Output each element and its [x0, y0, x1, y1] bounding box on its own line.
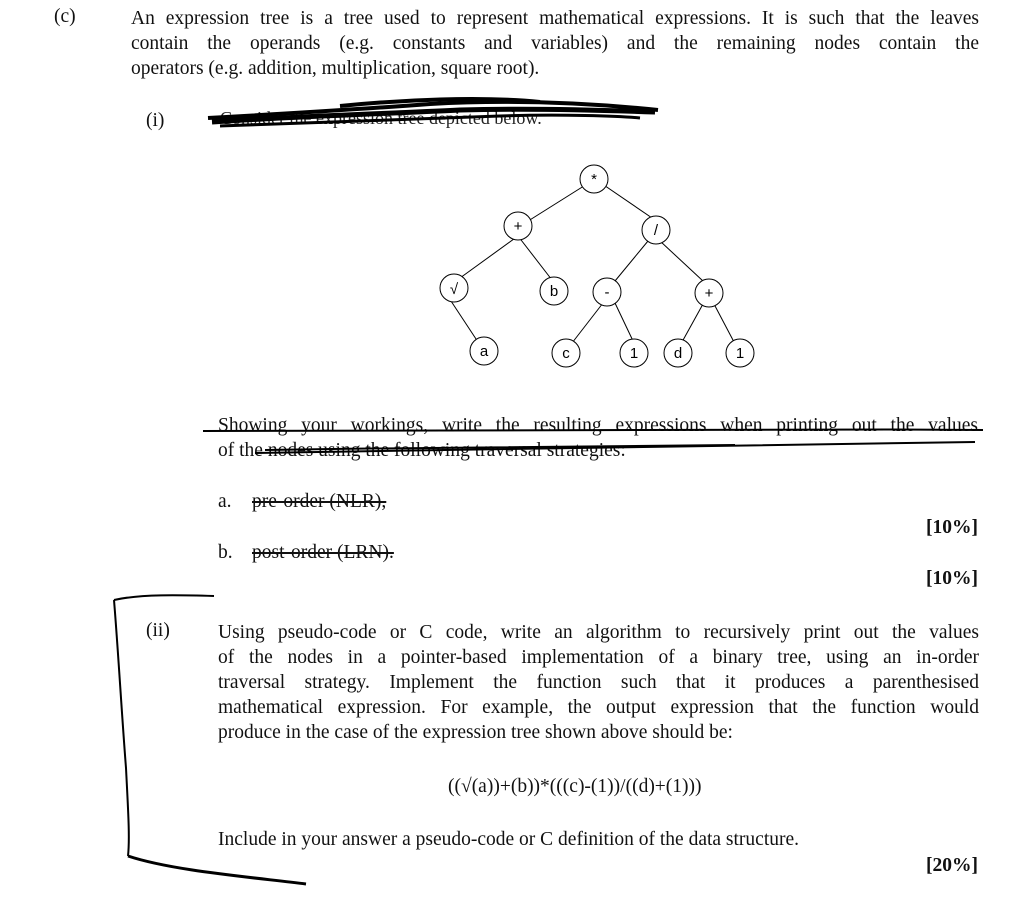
tree-label-left-right: b — [549, 283, 559, 300]
tree-label-right: / — [653, 222, 659, 239]
heading-scribble — [200, 96, 670, 136]
item-b-text: post-order (LRN). — [252, 542, 394, 563]
tree-label-d: d — [673, 345, 683, 362]
intro-line-1: An expression tree is a tree used to represent mathematical expressions. It is such that the leaves — [131, 8, 979, 29]
tree-label-1a: 1 — [629, 345, 639, 362]
part-ii-mark: [20%] — [926, 855, 978, 876]
tree-label-c: c — [562, 345, 570, 362]
ii-line-4: mathematical expression. For example, the output expression that the function would — [218, 697, 979, 718]
instruction-strike — [195, 418, 985, 464]
item-b-label: b. — [218, 542, 233, 563]
scribbled-heading: Consider the expression tree depicted below. — [220, 108, 542, 128]
instruction-line-1: Showing your workings, write the resulting expressions when printing out the values — [218, 415, 978, 436]
ii-line-3: traversal strategy. Implement the function such that it produces a parenthesised — [218, 672, 979, 693]
tree-label-left: + — [513, 218, 523, 235]
intro-line-2: contain the operands (e.g. constants and variables) and the remaining nodes contain the — [131, 33, 979, 54]
ii-line-1: Using pseudo-code or C code, write an algorithm to recursively print out the values — [218, 622, 979, 643]
part-i-label: (i) — [146, 110, 165, 131]
part-ii-label: (ii) — [146, 620, 170, 641]
item-a-label: a. — [218, 491, 232, 512]
tree-label-right-left: - — [604, 284, 610, 301]
item-a-mark: [10%] — [926, 517, 978, 538]
part-ii-body — [218, 620, 979, 745]
item-a-text: pre-order (NLR), — [252, 491, 387, 512]
ii-line-2: of the nodes in a pointer-based implementation of a binary tree, using an in-order — [218, 647, 979, 668]
tree-label-right-right: + — [704, 285, 714, 302]
part-c-intro — [131, 6, 979, 81]
item-b-mark: [10%] — [926, 568, 978, 589]
tree-label-1b: 1 — [735, 345, 745, 362]
closing-instruction: Include in your answer a pseudo-code or C definition of the data structure. — [218, 829, 800, 850]
expression-tree — [420, 150, 780, 380]
example-expression: ((√(a))+(b))*(((c)-(1))/((d)+(1))) — [448, 776, 702, 797]
tree-label-left-left: √ — [449, 281, 459, 298]
tree-label-a: a — [479, 343, 489, 360]
part-c-label: (c) — [54, 6, 76, 27]
instruction-line-2: of the nodes using the following traversal strategies: — [218, 440, 626, 461]
ii-line-5: produce in the case of the expression tree shown above should be: — [218, 722, 733, 743]
tree-label-root: * — [591, 171, 597, 188]
intro-line-3: operators (e.g. addition, multiplication, square root). — [131, 58, 540, 79]
